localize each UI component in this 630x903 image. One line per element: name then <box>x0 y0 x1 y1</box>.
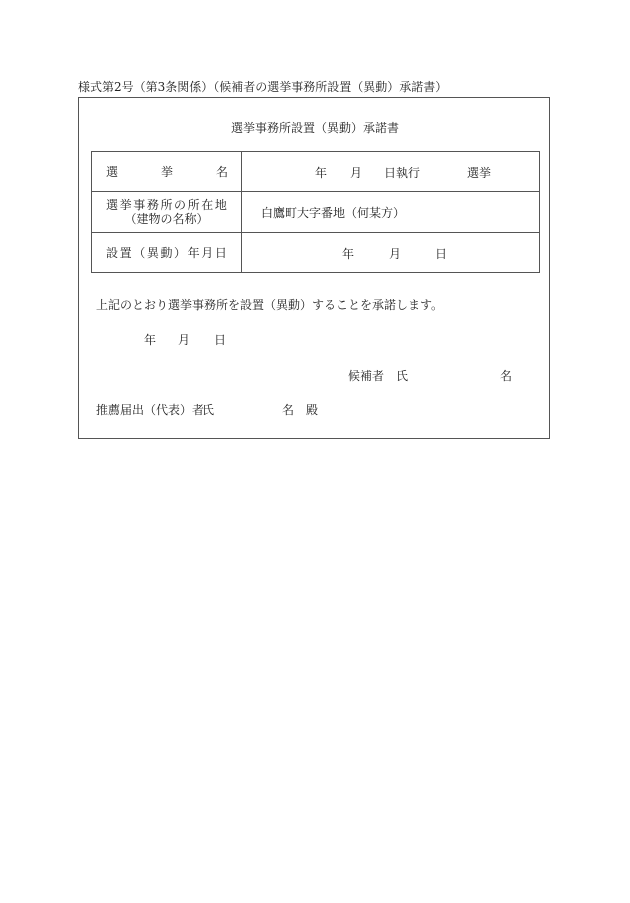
office-address: 白鷹町大字番地（何某方） <box>261 205 406 220</box>
label-char: 日 <box>214 246 227 260</box>
setup-day: 日 <box>435 246 448 261</box>
office-location-label <box>92 192 242 233</box>
office-location-value <box>242 192 540 233</box>
election-suffix: 選挙 <box>467 165 492 180</box>
setup-date-value <box>242 233 540 273</box>
label-char: の <box>174 198 187 212</box>
label-char: 挙 <box>119 198 132 212</box>
label-char: 地 <box>214 198 227 212</box>
label-char: 名 <box>215 165 228 179</box>
election-year: 年 <box>315 165 328 180</box>
label-char: 月 <box>201 246 214 260</box>
election-month: 月 <box>350 165 363 180</box>
signature-month: 月 <box>178 333 191 347</box>
building-name-label: （建物の名称） <box>124 212 209 226</box>
candidate-shi: 氏 <box>396 369 409 383</box>
setup-date-row <box>92 233 540 273</box>
setup-year: 年 <box>342 246 355 261</box>
label-char: 選 <box>106 198 119 212</box>
info-table <box>91 151 540 273</box>
label-char: 務 <box>146 198 159 212</box>
submitter-label: 推薦届出（代表）者 <box>96 403 205 417</box>
label-char: （ <box>133 246 146 260</box>
setup-date-label <box>92 233 242 273</box>
election-name-label <box>92 152 242 192</box>
consent-statement: 上記のとおり選挙事務所を設置（異動）することを承諾します。 <box>96 298 444 312</box>
label-char: 所 <box>160 198 173 212</box>
form-number: 様式第2号（第3条関係）（候補者の選挙事務所設置（異動）承諾書） <box>78 80 448 94</box>
submitter-mei: 名 <box>282 403 295 417</box>
candidate-mei: 名 <box>500 369 513 383</box>
label-char: 年 <box>187 246 200 260</box>
document-title: 選挙事務所設置（異動）承諾書 <box>230 121 399 135</box>
election-name-row <box>92 152 540 192</box>
election-name-value <box>242 152 540 192</box>
signature-day: 日 <box>214 333 227 347</box>
submitter-shi: 氏 <box>202 403 215 417</box>
label-char: 選 <box>106 165 119 179</box>
label-char: ） <box>174 246 187 260</box>
office-location-row <box>92 192 540 233</box>
label-char: 置 <box>119 246 132 260</box>
label-char: 事 <box>133 198 146 212</box>
signature-year: 年 <box>144 333 157 347</box>
label-char: 在 <box>201 198 214 212</box>
election-day-held: 日執行 <box>384 165 421 180</box>
label-char: 設 <box>106 246 119 260</box>
label-char: 動 <box>160 246 173 260</box>
label-char: 異 <box>146 246 159 260</box>
setup-month: 月 <box>389 246 402 261</box>
label-char: 挙 <box>160 165 173 179</box>
label-char: 所 <box>187 198 200 212</box>
candidate-label: 候補者 <box>348 369 385 383</box>
submitter-honorific: 殿 <box>306 403 319 417</box>
